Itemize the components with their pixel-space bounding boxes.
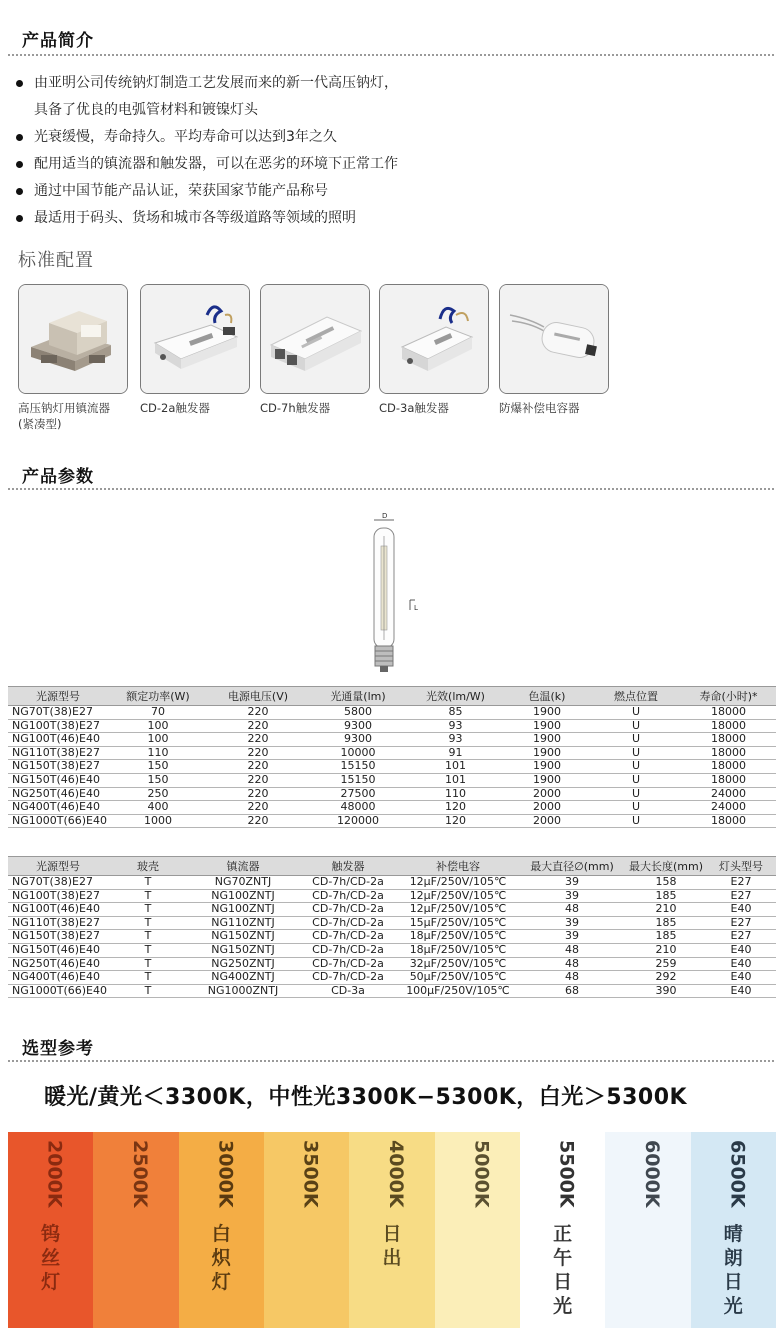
table-cell: 220 xyxy=(208,787,308,801)
bullet-text: 配用适当的镇流器和触发器，可以在恶劣的环境下正常工作 xyxy=(34,156,398,172)
params-divider xyxy=(8,488,774,490)
product-ballast[interactable] xyxy=(18,284,128,432)
table-cell: NG250T(46)E40 xyxy=(8,957,108,971)
table-row xyxy=(8,746,776,760)
table-cell: 120 xyxy=(408,801,503,815)
table-cell: NG100T(46)E40 xyxy=(8,903,108,917)
table-cell: 50μF/250V/105℃ xyxy=(398,971,518,985)
lamp-accessory-table xyxy=(8,856,776,998)
column-header: 色温(k) xyxy=(503,687,591,706)
table-cell: 9300 xyxy=(308,719,408,733)
table-cell: 158 xyxy=(626,876,706,890)
table-cell: 220 xyxy=(208,719,308,733)
table-cell: CD-7h/CD-2a xyxy=(298,957,398,971)
temperature-band xyxy=(264,1132,349,1328)
cd-7h-image xyxy=(260,284,370,394)
band-temperature: 3000K xyxy=(214,1140,237,1208)
table-cell: U xyxy=(591,773,681,787)
table-cell: 15150 xyxy=(308,773,408,787)
table-cell: U xyxy=(591,787,681,801)
table-cell: 220 xyxy=(208,801,308,815)
caption-line: 高压钠灯用镇流器 xyxy=(18,401,110,415)
ballast-image xyxy=(18,284,128,394)
table-cell: CD-7h/CD-2a xyxy=(298,876,398,890)
table-cell: 250 xyxy=(108,787,208,801)
bullet-text: 光衰缓慢，寿命持久。平均寿命可以达到3年之久 xyxy=(34,129,337,145)
temperature-band xyxy=(8,1132,93,1328)
table-cell: 259 xyxy=(626,957,706,971)
intro-bullet xyxy=(14,151,754,178)
table-cell: 9300 xyxy=(308,733,408,747)
selection-title: 选型参考 xyxy=(22,1039,94,1059)
table-cell: 120000 xyxy=(308,814,408,828)
band-temperature: 2500K xyxy=(129,1140,151,1208)
table-cell: 68 xyxy=(518,984,626,998)
table-cell: 15150 xyxy=(308,760,408,774)
table-cell: 91 xyxy=(408,746,503,760)
intro-bullet xyxy=(14,178,754,205)
table-cell: 18000 xyxy=(681,719,776,733)
table-cell: 210 xyxy=(626,943,706,957)
column-header: 镇流器 xyxy=(188,857,298,876)
table-cell: 185 xyxy=(626,930,706,944)
table-cell: NG110T(38)E27 xyxy=(8,916,108,930)
table-cell: 48 xyxy=(518,957,626,971)
bullet-text: 由亚明公司传统钠灯制造工艺发展而来的新一代高压钠灯， xyxy=(34,75,398,91)
table-cell: 18000 xyxy=(681,706,776,720)
table-cell: E27 xyxy=(706,916,776,930)
table-cell: 27500 xyxy=(308,787,408,801)
table-cell: CD-7h/CD-2a xyxy=(298,930,398,944)
table-cell: CD-7h/CD-2a xyxy=(298,971,398,985)
table-cell: 39 xyxy=(518,916,626,930)
table-cell: 1900 xyxy=(503,773,591,787)
cd-3a-image xyxy=(379,284,489,394)
color-temperature-spectrum xyxy=(8,1132,776,1328)
table-row xyxy=(8,889,776,903)
bullet-text: 最适用于码头、货场和城市各等级道路等领域的照明 xyxy=(34,210,356,226)
table-cell: CD-7h/CD-2a xyxy=(298,916,398,930)
intro-bullet-list xyxy=(14,70,754,232)
table-cell: U xyxy=(591,814,681,828)
column-header: 光源型号 xyxy=(8,857,108,876)
table-cell: 24000 xyxy=(681,787,776,801)
diameter-label: D xyxy=(382,512,388,520)
table-cell: 39 xyxy=(518,930,626,944)
selection-divider xyxy=(8,1060,774,1062)
table-cell: 15μF/250V/105℃ xyxy=(398,916,518,930)
table-cell: 220 xyxy=(208,814,308,828)
column-header: 最大长度(mm) xyxy=(626,857,706,876)
table-cell: NG1000T(66)E40 xyxy=(8,814,108,828)
table-cell: T xyxy=(108,903,188,917)
band-name: 日出 xyxy=(382,1223,402,1269)
column-header: 玻壳 xyxy=(108,857,188,876)
table-cell: 18000 xyxy=(681,814,776,828)
table-cell: T xyxy=(108,971,188,985)
table-cell: 1900 xyxy=(503,706,591,720)
table-cell: E27 xyxy=(706,876,776,890)
table-cell: 48 xyxy=(518,903,626,917)
table-cell: U xyxy=(591,719,681,733)
table-cell: 18μF/250V/105℃ xyxy=(398,943,518,957)
table-cell: 110 xyxy=(408,787,503,801)
table-cell: 185 xyxy=(626,889,706,903)
table-row xyxy=(8,773,776,787)
table-cell: 1900 xyxy=(503,746,591,760)
color-temperature-summary: 暖光/黄光＜3300K，中性光3300K−5300K，白光＞5300K xyxy=(44,1085,688,1110)
table-cell: NG250ZNTJ xyxy=(188,957,298,971)
band-temperature: 5500K xyxy=(555,1140,578,1208)
table-cell: 110 xyxy=(108,746,208,760)
band-name: 正午日光 xyxy=(553,1223,573,1317)
table-cell: E40 xyxy=(706,903,776,917)
table-cell: 100μF/250V/105℃ xyxy=(398,984,518,998)
table-cell: CD-3a xyxy=(298,984,398,998)
column-header: 额定功率(W) xyxy=(108,687,208,706)
table-cell: 39 xyxy=(518,889,626,903)
table-cell: NG150T(46)E40 xyxy=(8,943,108,957)
table-cell: 12μF/250V/105℃ xyxy=(398,903,518,917)
table-cell: NG400T(46)E40 xyxy=(8,971,108,985)
table-cell: 100 xyxy=(108,719,208,733)
standard-config-title: 标准配置 xyxy=(18,250,94,271)
table-cell: CD-7h/CD-2a xyxy=(298,889,398,903)
table-cell: NG100T(38)E27 xyxy=(8,889,108,903)
table-cell: U xyxy=(591,801,681,815)
table-cell: 292 xyxy=(626,971,706,985)
table-row xyxy=(8,814,776,828)
table-cell: E40 xyxy=(706,971,776,985)
table-cell: E40 xyxy=(706,943,776,957)
product-caption xyxy=(499,400,609,416)
table-cell: NG110ZNTJ xyxy=(188,916,298,930)
band-name: 白炽灯 xyxy=(211,1223,231,1293)
table-cell: 39 xyxy=(518,876,626,890)
table-cell: 150 xyxy=(108,773,208,787)
table-cell: T xyxy=(108,984,188,998)
band-temperature: 3500K xyxy=(299,1140,322,1208)
band-name: 晴朗日光 xyxy=(723,1223,743,1317)
product-caption xyxy=(140,400,250,416)
intro-title: 产品简介 xyxy=(22,31,94,51)
caption-line: CD-7h触发器 xyxy=(260,401,331,415)
table-row xyxy=(8,957,776,971)
table-cell: T xyxy=(108,876,188,890)
table-cell: CD-7h/CD-2a xyxy=(298,903,398,917)
caption-line: CD-3a触发器 xyxy=(379,401,449,415)
temperature-band xyxy=(349,1132,434,1328)
table-row xyxy=(8,787,776,801)
table-row xyxy=(8,971,776,985)
params-title: 产品参数 xyxy=(22,467,94,487)
table-cell: 32μF/250V/105℃ xyxy=(398,957,518,971)
table-row xyxy=(8,903,776,917)
band-name: 钨丝灯 xyxy=(41,1223,61,1293)
table-cell: NG70T(38)E27 xyxy=(8,876,108,890)
table-cell: E27 xyxy=(706,930,776,944)
column-header: 光源型号 xyxy=(8,687,108,706)
table-row xyxy=(8,733,776,747)
column-header: 光通量(lm) xyxy=(308,687,408,706)
table-cell: 24000 xyxy=(681,801,776,815)
temperature-band xyxy=(93,1132,178,1328)
table-cell: 18000 xyxy=(681,733,776,747)
table-cell: 1900 xyxy=(503,760,591,774)
bullet-text: 通过中国节能产品认证，荣获国家节能产品称号 xyxy=(34,183,328,199)
caption-line: (紧凑型) xyxy=(18,417,62,431)
table-cell: 18000 xyxy=(681,760,776,774)
column-header: 灯头型号 xyxy=(706,857,776,876)
column-header: 触发器 xyxy=(298,857,398,876)
table-cell: 93 xyxy=(408,719,503,733)
column-header: 电源电压(V) xyxy=(208,687,308,706)
table-cell: 2000 xyxy=(503,787,591,801)
product-cd-3a[interactable] xyxy=(379,284,489,416)
table-cell: NG100ZNTJ xyxy=(188,903,298,917)
table-cell: 5800 xyxy=(308,706,408,720)
table-cell: NG70ZNTJ xyxy=(188,876,298,890)
table-cell: NG250T(46)E40 xyxy=(8,787,108,801)
temperature-band xyxy=(435,1132,520,1328)
table-cell: 48 xyxy=(518,971,626,985)
table-cell: 210 xyxy=(626,903,706,917)
table-cell: 120 xyxy=(408,814,503,828)
table-cell: NG150T(38)E27 xyxy=(8,760,108,774)
table-cell: 1000 xyxy=(108,814,208,828)
table-row xyxy=(8,984,776,998)
table-row xyxy=(8,760,776,774)
table-cell: 70 xyxy=(108,706,208,720)
intro-bullet xyxy=(14,205,754,232)
table-cell: 101 xyxy=(408,760,503,774)
band-temperature: 4000K xyxy=(384,1140,407,1208)
table-cell: 93 xyxy=(408,733,503,747)
table-cell: 18000 xyxy=(681,746,776,760)
table-cell: CD-7h/CD-2a xyxy=(298,943,398,957)
table-cell: NG100T(46)E40 xyxy=(8,733,108,747)
intro-divider xyxy=(8,54,774,56)
product-cd-2a[interactable] xyxy=(140,284,250,416)
lamp-spec-table xyxy=(8,686,776,828)
table-cell: 220 xyxy=(208,733,308,747)
table-cell: NG150T(46)E40 xyxy=(8,773,108,787)
table-cell: E27 xyxy=(706,889,776,903)
temperature-band xyxy=(691,1132,776,1328)
table-cell: U xyxy=(591,733,681,747)
table-cell: T xyxy=(108,889,188,903)
temperature-band xyxy=(520,1132,605,1328)
table-cell: U xyxy=(591,760,681,774)
table-cell: 12μF/250V/105℃ xyxy=(398,876,518,890)
table-cell: 100 xyxy=(108,733,208,747)
column-header: 燃点位置 xyxy=(591,687,681,706)
column-header: 最大直径∅(mm) xyxy=(518,857,626,876)
table-row xyxy=(8,876,776,890)
table-cell: NG1000ZNTJ xyxy=(188,984,298,998)
column-header: 寿命(小时)* xyxy=(681,687,776,706)
table-cell: T xyxy=(108,930,188,944)
table-row xyxy=(8,943,776,957)
table-cell: NG110T(38)E27 xyxy=(8,746,108,760)
table-cell: E40 xyxy=(706,957,776,971)
table-cell: 48 xyxy=(518,943,626,957)
band-temperature: 6000K xyxy=(640,1140,663,1208)
table-cell: 220 xyxy=(208,746,308,760)
table-cell: NG1000T(66)E40 xyxy=(8,984,108,998)
table-cell: 48000 xyxy=(308,801,408,815)
band-temperature: 6500K xyxy=(726,1140,749,1208)
table-row xyxy=(8,706,776,720)
product-capacitor[interactable] xyxy=(499,284,609,416)
table-cell: 220 xyxy=(208,760,308,774)
table-cell: 18μF/250V/105℃ xyxy=(398,930,518,944)
table-cell: NG100T(38)E27 xyxy=(8,719,108,733)
table-cell: 18000 xyxy=(681,773,776,787)
temperature-band xyxy=(179,1132,264,1328)
table-cell: 220 xyxy=(208,773,308,787)
table-cell: T xyxy=(108,943,188,957)
cd-2a-image xyxy=(140,284,250,394)
caption-line: CD-2a触发器 xyxy=(140,401,210,415)
table-cell: 185 xyxy=(626,916,706,930)
table-header-row xyxy=(8,687,776,706)
column-header: 补偿电容 xyxy=(398,857,518,876)
table-cell: NG100ZNTJ xyxy=(188,889,298,903)
table-cell: 390 xyxy=(626,984,706,998)
table-cell: 220 xyxy=(208,706,308,720)
table-cell: NG400ZNTJ xyxy=(188,971,298,985)
table-cell: U xyxy=(591,746,681,760)
capacitor-image xyxy=(499,284,609,394)
table-cell: 101 xyxy=(408,773,503,787)
table-cell: NG400T(46)E40 xyxy=(8,801,108,815)
bullet-text: 具备了优良的电弧管材料和镀镍灯头 xyxy=(34,102,258,118)
table-cell: T xyxy=(108,957,188,971)
table-cell: 2000 xyxy=(503,814,591,828)
band-temperature: 5000K xyxy=(470,1140,493,1208)
temperature-band xyxy=(605,1132,690,1328)
table-cell: 10000 xyxy=(308,746,408,760)
table-cell: NG150ZNTJ xyxy=(188,930,298,944)
table-cell: 150 xyxy=(108,760,208,774)
table-row xyxy=(8,930,776,944)
table-cell: 1900 xyxy=(503,719,591,733)
table-cell: E40 xyxy=(706,984,776,998)
table-row xyxy=(8,801,776,815)
table-cell: 85 xyxy=(408,706,503,720)
column-header: 光效(lm/W) xyxy=(408,687,503,706)
band-temperature: 2000K xyxy=(43,1140,66,1208)
caption-line: 防爆补偿电容器 xyxy=(499,401,580,415)
lamp-diagram xyxy=(362,510,432,680)
table-cell: 400 xyxy=(108,801,208,815)
intro-bullet xyxy=(14,70,754,124)
table-cell: U xyxy=(591,706,681,720)
table-cell: NG150ZNTJ xyxy=(188,943,298,957)
length-label: L xyxy=(414,604,418,612)
product-caption xyxy=(379,400,489,416)
table-cell: 2000 xyxy=(503,801,591,815)
product-caption xyxy=(260,400,370,416)
intro-bullet xyxy=(14,124,754,151)
table-cell: T xyxy=(108,916,188,930)
table-cell: 12μF/250V/105℃ xyxy=(398,889,518,903)
table-row xyxy=(8,916,776,930)
product-caption xyxy=(18,400,128,432)
table-cell: NG150T(38)E27 xyxy=(8,930,108,944)
table-cell: NG70T(38)E27 xyxy=(8,706,108,720)
product-cd-7h[interactable] xyxy=(260,284,370,416)
table-cell: 1900 xyxy=(503,733,591,747)
table-header-row xyxy=(8,857,776,876)
table-row xyxy=(8,719,776,733)
